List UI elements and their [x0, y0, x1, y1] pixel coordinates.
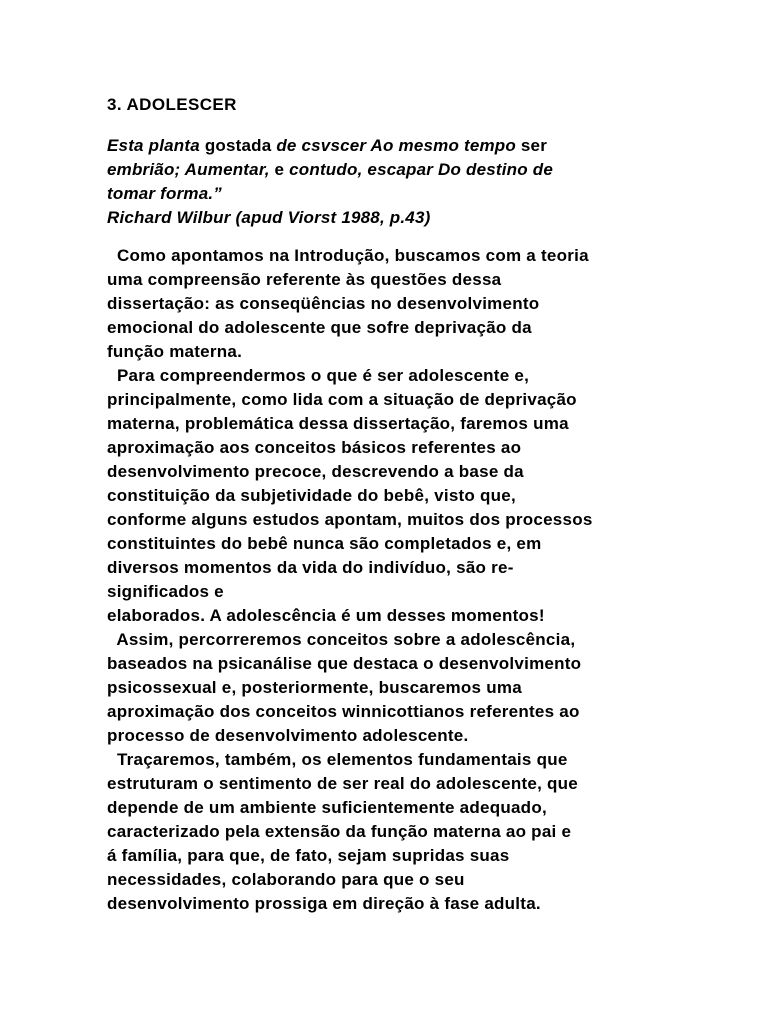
body-line: Traçaremos, também, os elementos fundamentais que — [107, 750, 568, 769]
body-line: depende de um ambiente suficientemente adequado, — [107, 798, 547, 817]
body-line: estruturam o sentimento de ser real do adolescente, que — [107, 774, 578, 793]
epigraph-text: de csvscer Ao mesmo tempo — [271, 136, 521, 155]
body-line: emocional do adolescente que sofre deprivação da — [107, 318, 532, 337]
body-line: desenvolvimento prossiga em direção à fase adulta. — [107, 894, 541, 913]
epigraph-line-1 — [107, 134, 707, 158]
body-line: Para compreendermos o que é ser adolescente e, — [107, 366, 530, 385]
body-line: Como apontamos na Introdução, buscamos com a teoria — [107, 246, 589, 265]
body-line: aproximação dos conceitos winnicottianos referentes ao — [107, 702, 580, 721]
epigraph-attribution: Richard Wilbur (apud Viorst 1988, p.43) — [107, 208, 431, 227]
body-line: Assim, percorreremos conceitos sobre a adolescência, — [107, 630, 576, 649]
body-line: significados e — [107, 582, 224, 601]
body-line: dissertação: as conseqüências no desenvolvimento — [107, 294, 540, 313]
body-line: constituição da subjetividade do bebê, visto que, — [107, 486, 516, 505]
epigraph-text: contudo, escapar Do destino de — [284, 160, 553, 179]
epigraph-text: e — [274, 160, 285, 179]
body-line: psicossexual e, posteriormente, buscaremos uma — [107, 678, 522, 697]
body-line: aproximação aos conceitos básicos referentes ao — [107, 438, 522, 457]
body-line: baseados na psicanálise que destaca o desenvolvimento — [107, 654, 582, 673]
epigraph-text: embrião; Aumentar, — [107, 160, 275, 179]
section-title: 3. ADOLESCER — [107, 95, 237, 114]
body-line: processo de desenvolvimento adolescente. — [107, 726, 469, 745]
document-page — [107, 94, 707, 916]
body-line: desenvolvimento precoce, descrevendo a base da — [107, 462, 524, 481]
body-line: principalmente, como lida com a situação de deprivação — [107, 390, 577, 409]
body-line: elaborados. A adolescência é um desses momentos! — [107, 606, 545, 625]
body-line: uma compreensão referente às questões dessa — [107, 270, 502, 289]
epigraph-line-2 — [107, 158, 707, 182]
body-line: diversos momentos da vida do indivíduo, são re- — [107, 558, 514, 577]
body-line: á família, para que, de fato, sejam supridas suas — [107, 846, 510, 865]
body-line: função materna. — [107, 342, 243, 361]
body-line: caracterizado pela extensão da função materna ao pai e — [107, 822, 572, 841]
epigraph — [107, 134, 707, 230]
epigraph-line-3: tomar forma.” — [107, 184, 223, 203]
epigraph-text: ser — [520, 136, 548, 155]
body-line: conforme alguns estudos apontam, muitos dos processos — [107, 510, 593, 529]
body-line: constituintes do bebê nunca são completados e, em — [107, 534, 542, 553]
epigraph-text: gostada — [204, 136, 272, 155]
epigraph-text: Esta planta — [107, 136, 205, 155]
body-line: materna, problemática dessa dissertação, faremos uma — [107, 414, 569, 433]
body-text — [107, 244, 707, 916]
body-line: necessidades, colaborando para que o seu — [107, 870, 465, 889]
